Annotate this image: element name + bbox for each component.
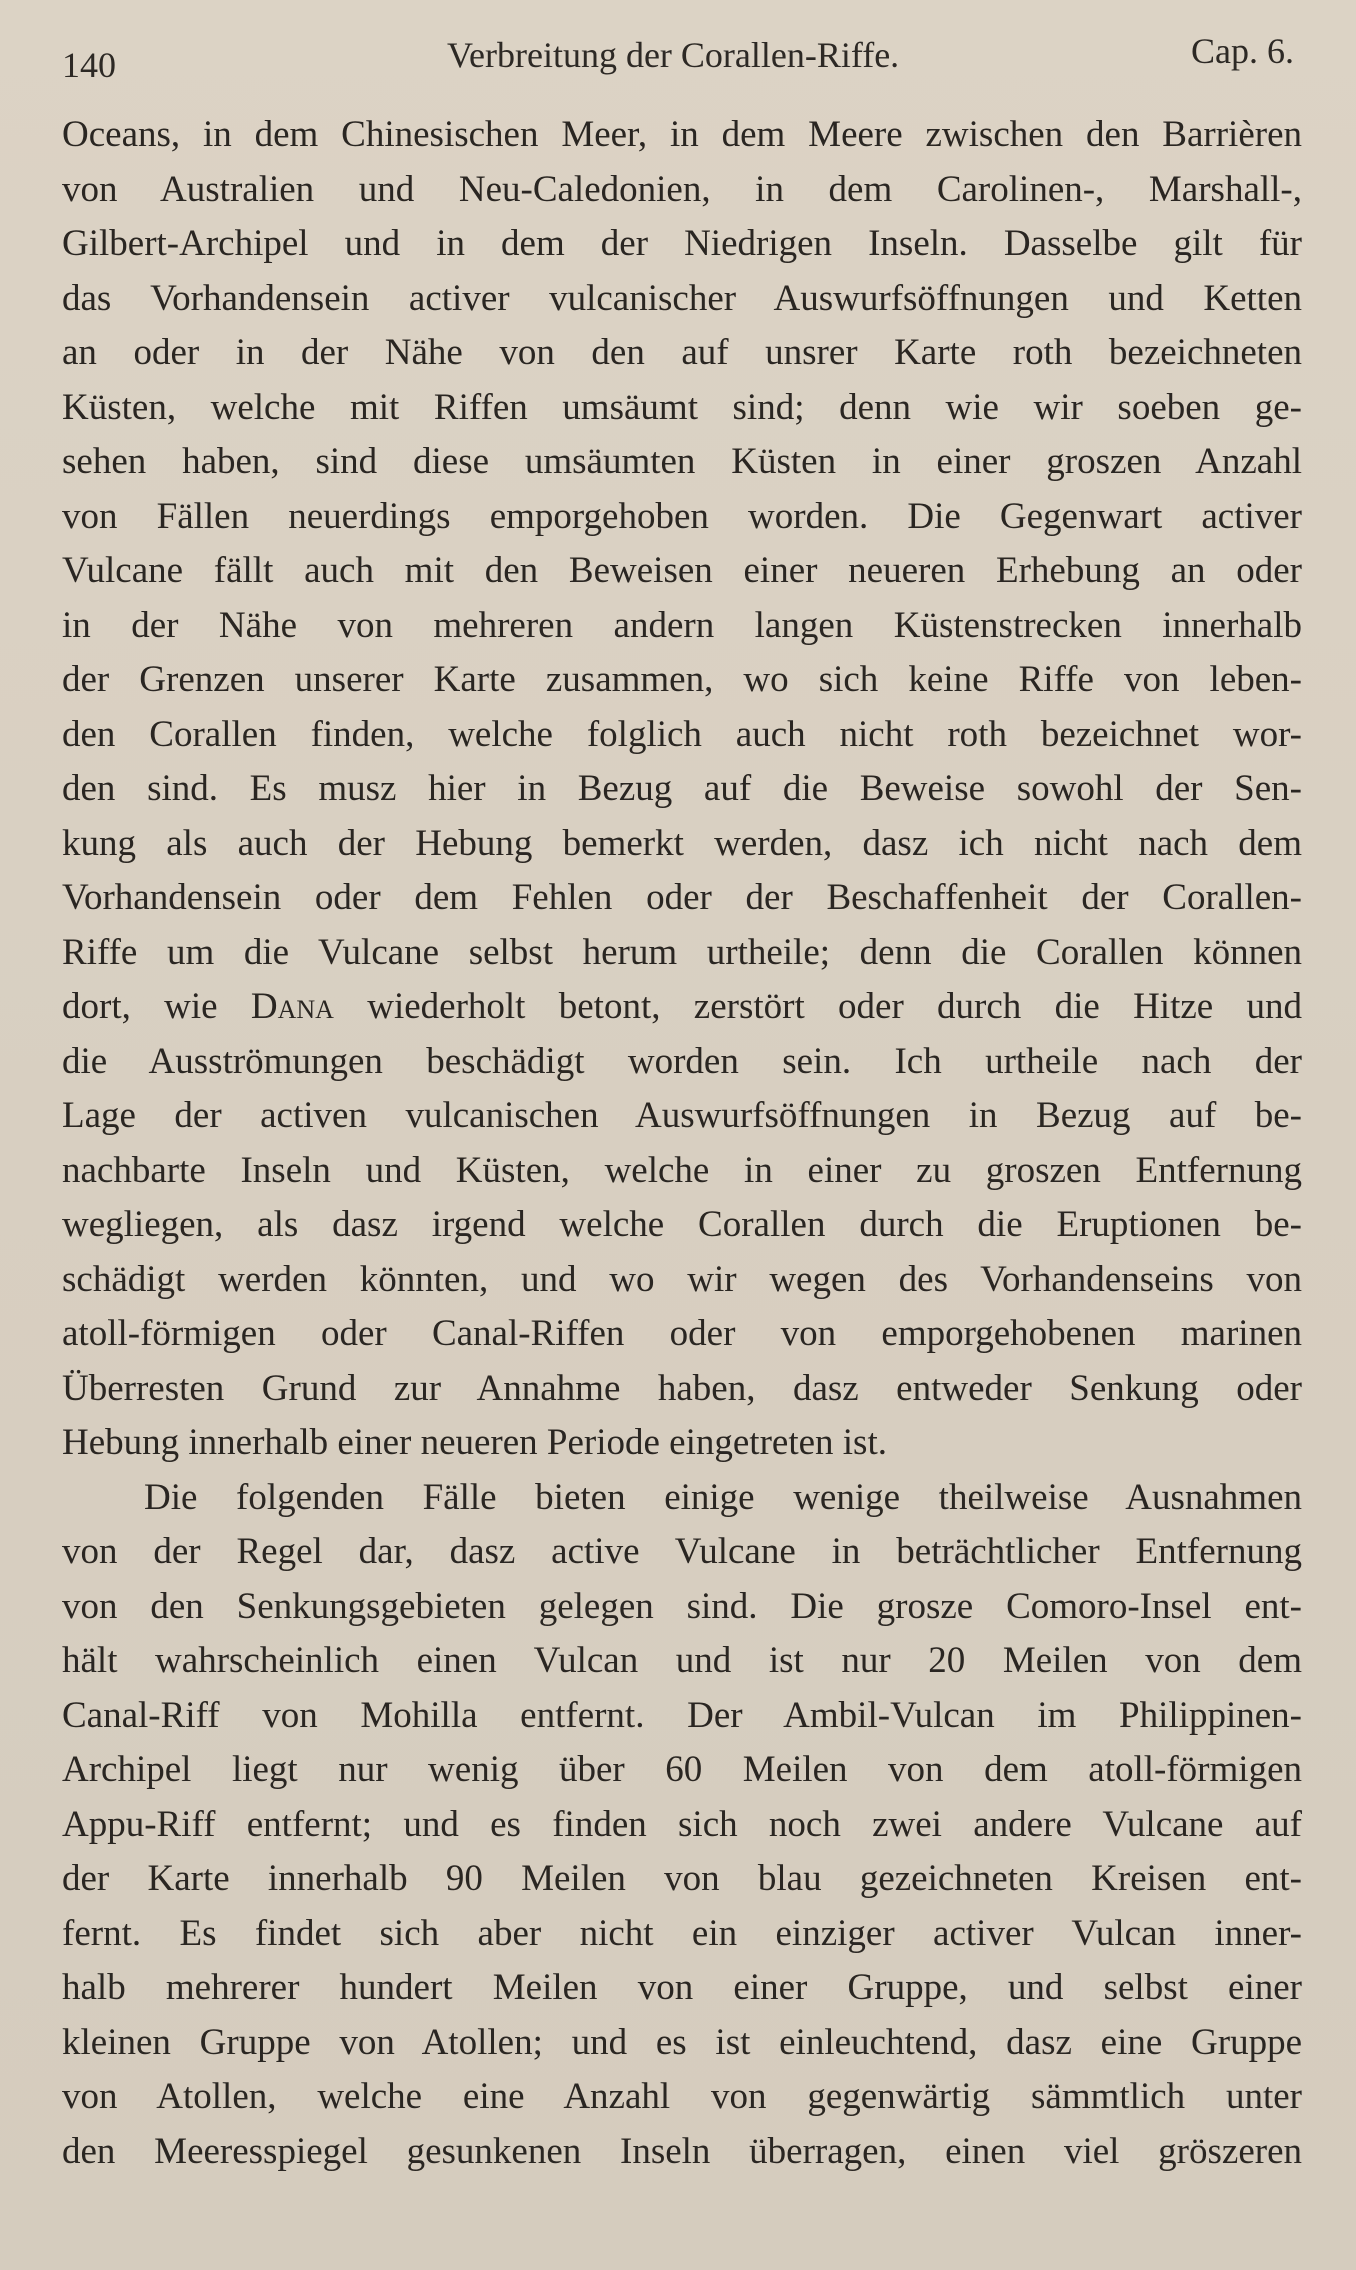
text-line: Archipel liegt nur wenig über 60 Meilen von dem atoll-förmigen — [62, 1749, 1302, 1790]
text-line: an oder in der Nähe von den auf unsrer Karte roth bezeichneten — [62, 332, 1302, 373]
text-line: den sind. Es musz hier in Bezug auf die Beweise sowohl der Sen- — [62, 768, 1302, 809]
text-line: der Grenzen unserer Karte zusammen, wo sich keine Riffe von leben- — [62, 659, 1302, 700]
text-line: nachbarte Inseln und Küsten, welche in einer zu groszen Entfernung — [62, 1149, 1302, 1191]
text-line: den Corallen finden, welche folglich auch nicht roth bezeichnet wor- — [62, 713, 1302, 755]
text-line: Küsten, welche mit Riffen umsäumt sind; denn wie wir soeben ge- — [62, 386, 1302, 428]
text-line: atoll-förmigen oder Canal-Riffen oder von emporgehobenen marinen — [62, 1313, 1302, 1354]
running-title: Verbreitung der Corallen-Riffe. — [447, 35, 900, 75]
text-line: hält wahrscheinlich einen Vulcan und ist nur 20 Meilen von dem — [62, 1640, 1302, 1681]
text-line: Überresten Grund zur Annahme haben, dasz entweder Senkung oder — [62, 1367, 1302, 1409]
text-line-with-author — [62, 980, 1302, 1035]
text-line: die Ausströmungen beschädigt worden sein. Ich urtheile nach der — [62, 1040, 1302, 1082]
text-line: das Vorhandensein activer vulcanischer Auswurfsöffnungen und Ketten — [62, 277, 1302, 319]
text-line: von Australien und Neu-Caledonien, in dem Carolinen-, Marshall-, — [62, 168, 1302, 210]
text-line: halb mehrerer hundert Meilen von einer Gruppe, und selbst einer — [62, 1967, 1302, 2008]
text-line: den Meeresspiegel gesunkenen Inseln überragen, einen viel gröszeren — [62, 2130, 1302, 2172]
text-line: kung als auch der Hebung bemerkt werden, dasz ich nicht nach dem — [62, 822, 1302, 864]
text-line: von der Regel dar, dasz active Vulcane in beträchtlicher Entfernung — [62, 1531, 1302, 1572]
text-line: kleinen Gruppe von Atollen; und es ist einleuchtend, dasz eine Gruppe — [62, 2021, 1302, 2063]
text-line: Vulcane fällt auch mit den Beweisen einer neueren Erhebung an oder — [62, 550, 1302, 591]
text-line: von den Senkungsgebieten gelegen sind. Die grosze Comoro-Insel ent- — [62, 1585, 1302, 1627]
text-line: Lage der activen vulcanischen Auswurfsöffnungen in Bezug auf be- — [62, 1095, 1302, 1136]
text-line: Gilbert-Archipel und in dem der Niedrigen Inseln. Dasselbe gilt für — [62, 223, 1302, 264]
text-line: in der Nähe von mehreren andern langen Küstenstrecken innerhalb — [62, 604, 1302, 646]
text-line: sehen haben, sind diese umsäumten Küsten in einer groszen Anzahl — [62, 441, 1302, 482]
text-line: Vorhandensein oder dem Fehlen oder der Beschaffenheit der Corallen- — [62, 877, 1302, 918]
chapter-label: Cap. 6. — [1191, 31, 1294, 71]
text-line: schädigt werden könnten, und wo wir wegen des Vorhandenseins von — [62, 1258, 1302, 1300]
text-line: von Atollen, welche eine Anzahl von gegenwärtig sämmtlich unter — [62, 2076, 1302, 2117]
page-header — [62, 30, 1294, 90]
body-text — [62, 108, 1302, 2179]
text-fragment: dort, wie — [62, 986, 251, 1027]
author-name-dana: Dana — [250, 986, 334, 1027]
text-line: wegliegen, als dasz irgend welche Corallen durch die Eruptionen be- — [62, 1204, 1302, 1245]
text-line: von Fällen neuerdings emporgehoben worden. Die Gegenwart activer — [62, 495, 1302, 537]
page-number: 140 — [62, 45, 116, 85]
text-line-paragraph-end: Hebung innerhalb einer neueren Periode eingetreten ist. — [62, 1422, 887, 1463]
text-line-paragraph-start: Die folgenden Fälle bieten einige wenige theilweise Ausnahmen — [144, 1476, 1302, 1518]
text-line: Appu-Riff entfernt; und es finden sich noch zwei andere Vulcane auf — [62, 1803, 1302, 1845]
text-line: der Karte innerhalb 90 Meilen von blau gezeichneten Kreisen ent- — [62, 1858, 1302, 1899]
text-line: Canal-Riff von Mohilla entfernt. Der Ambil-Vulcan im Philippinen- — [62, 1694, 1302, 1736]
text-fragment: wiederholt betont, zerstört oder durch die Hitze und — [333, 986, 1303, 1027]
text-line: fernt. Es findet sich aber nicht ein einziger activer Vulcan inner- — [62, 1912, 1302, 1954]
text-line: Riffe um die Vulcane selbst herum urtheile; denn die Corallen können — [62, 931, 1302, 973]
text-line: Oceans, in dem Chinesischen Meer, in dem Meere zwischen den Barrièren — [62, 114, 1302, 155]
